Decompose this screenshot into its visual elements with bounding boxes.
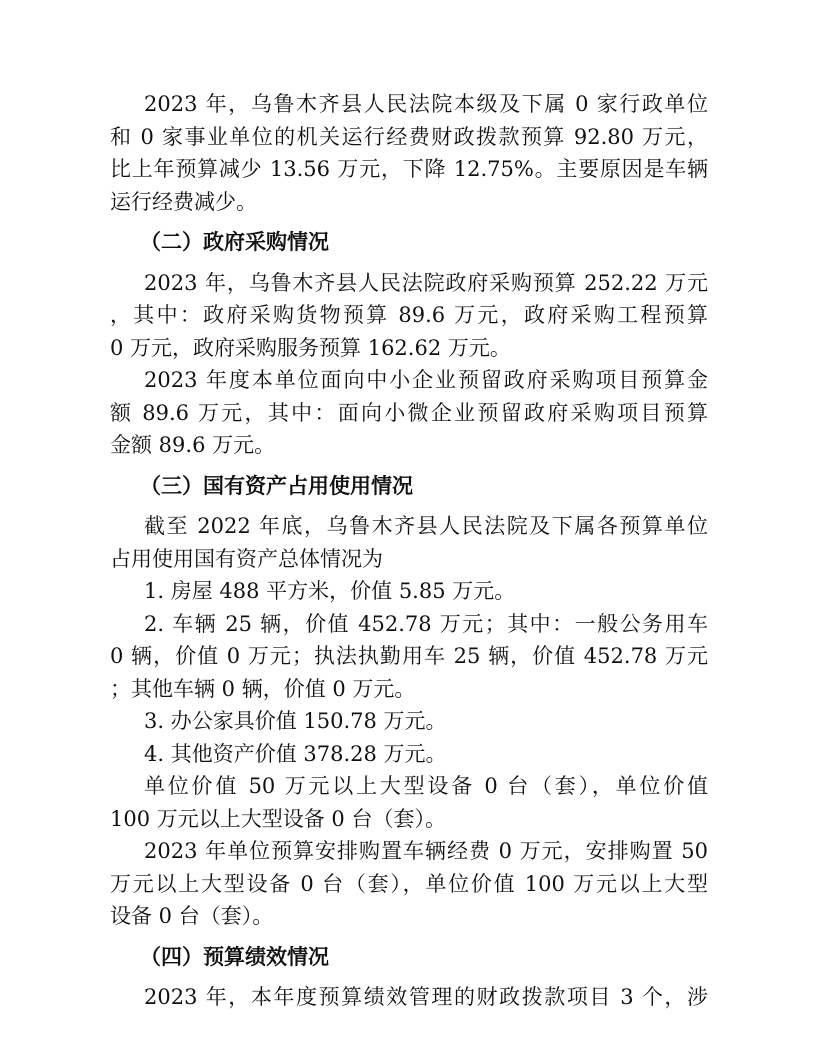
paragraph-sme-reserve bbox=[110, 364, 708, 462]
text-line: 和 0 家事业单位的机关运行经费财政拨款预算 92.80 万元， bbox=[110, 124, 708, 149]
text-line: 100 万元以上大型设备 0 台（套）。 bbox=[110, 806, 446, 831]
text-line: 2023 年单位预算安排购置车辆经费 0 万元，安排购置 50 bbox=[144, 839, 708, 863]
heading-state-assets: （三）国有资产占用使用情况 bbox=[140, 473, 413, 498]
text-line: 万元以上大型设备 0 台（套），单位价值 100 万元以上大型 bbox=[110, 871, 708, 896]
paragraph-assets-intro bbox=[110, 510, 708, 575]
text-line: 比上年预算减少 13.56 万元，下降 12.75%。主要原因是车辆 bbox=[110, 157, 708, 181]
text-line: 运行经费减少。 bbox=[110, 189, 257, 214]
heading-performance: （四）预算绩效情况 bbox=[140, 944, 329, 969]
text-line: ，其中：政府采购货物预算 89.6 万元，政府采购工程预算 bbox=[110, 303, 708, 327]
text-line: 单位价值 50 万元以上大型设备 0 台（套），单位价值 bbox=[144, 774, 708, 798]
paragraph-procurement-budget bbox=[110, 267, 708, 365]
text-line: 占用使用国有资产总体情况为 bbox=[110, 546, 383, 571]
asset-item-buildings: 1. 房屋 488 平方米，价值 5.85 万元。 bbox=[144, 579, 516, 603]
text-line: 金额 89.6 万元。 bbox=[110, 433, 276, 457]
text-line: 0 辆，价值 0 万元；执法执勤用车 25 辆，价值 452.78 万元 bbox=[110, 644, 708, 668]
paragraph-large-equipment bbox=[110, 770, 708, 835]
text-line: 设备 0 台（套）。 bbox=[110, 904, 274, 928]
text-line: 2023 年度本单位面向中小企业预留政府采购项目预算金 bbox=[144, 368, 708, 392]
text-line: 0 万元，政府采购服务预算 162.62 万元。 bbox=[110, 335, 511, 360]
text-line: 2023 年，乌鲁木齐县人民法院本级及下属 0 家行政单位 bbox=[144, 92, 708, 116]
paragraph-purchase-plan bbox=[110, 835, 708, 933]
text-line: 2. 车辆 25 辆，价值 452.78 万元；其中：一般公务用车 bbox=[144, 611, 708, 636]
text-line: ；其他车辆 0 辆，价值 0 万元。 bbox=[110, 676, 416, 701]
text-line: 截至 2022 年底，乌鲁木齐县人民法院及下属各预算单位 bbox=[144, 514, 708, 538]
heading-procurement: （二）政府采购情况 bbox=[140, 230, 329, 254]
text-line: 额 89.6 万元，其中：面向小微企业预留政府采购项目预算 bbox=[110, 400, 708, 425]
text-line: 2023 年，本年度预算绩效管理的财政拨款项目 3 个，涉 bbox=[144, 985, 708, 1009]
asset-item-other: 4. 其他资产价值 378.28 万元。 bbox=[144, 741, 447, 766]
paragraph-operating-costs bbox=[110, 88, 708, 218]
asset-item-vehicles bbox=[110, 608, 708, 706]
asset-item-furniture: 3. 办公家具价值 150.78 万元。 bbox=[144, 709, 447, 733]
paragraph-performance bbox=[110, 981, 708, 1014]
document-body bbox=[110, 88, 708, 1014]
text-line: 2023 年，乌鲁木齐县人民法院政府采购预算 252.22 万元 bbox=[144, 270, 708, 295]
